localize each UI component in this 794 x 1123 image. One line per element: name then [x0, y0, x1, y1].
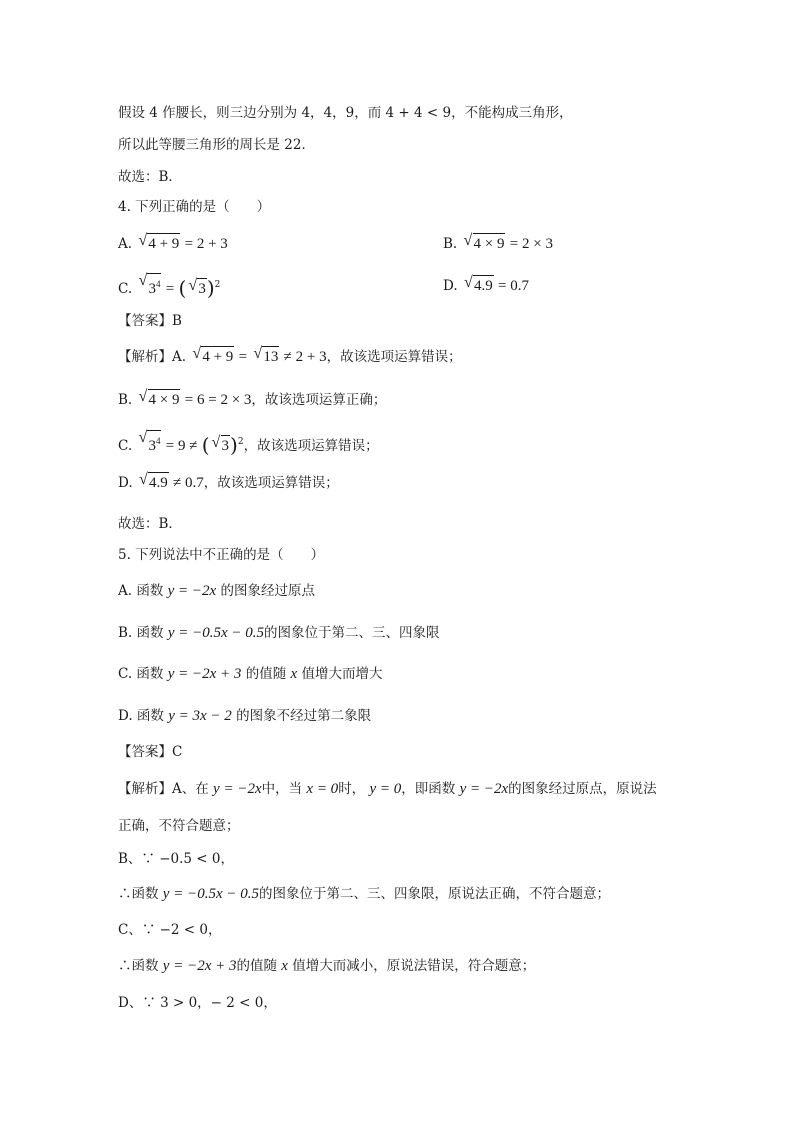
sqrt-symbol: √ 4 + 9 — [192, 345, 234, 365]
sqrt-symbol: √ 3 — [211, 434, 230, 454]
text-line-2: 所以此等腰三角形的周长是 22． — [118, 137, 315, 153]
choose-4: 故选：B． — [118, 516, 182, 532]
explanation-4-d: D. √ 4.9 ≠ 0.7，故该选项运算错误； — [118, 471, 339, 491]
text-line-1: 假设 4 作腰长，则三边分别为 4，4，9，而 4 + 4 < 9，不能构成三角形， — [118, 105, 573, 121]
explanation-5-line-3: B、∵ −0.5 < 0， — [118, 851, 234, 867]
q5-option-a: A. 函数 y = −2x 的图象经过原点 — [118, 583, 315, 599]
sqrt-symbol: √ 4.9 — [463, 274, 493, 294]
q5-option-d: D. 函数 y = 3x − 2 的图象不经过第二象限 — [118, 708, 372, 724]
q4-option-d: D. √ 4.9 = 0.7 — [443, 274, 529, 294]
sqrt-symbol: √ 4 × 9 — [138, 388, 180, 408]
answer-5: 【答案】C — [118, 744, 183, 760]
explanation-5-line-2: 正确，不符合题意； — [118, 818, 240, 834]
sqrt-symbol: √ 3 — [188, 277, 206, 297]
explanation-5-line-4: ∴函数 y = −0.5x − 0.5的图象位于第二、三、四象限，原说法正确，不符合题意； — [118, 886, 610, 902]
explanation-5-line-1: 【解析】A、在 y = −2x中，当 x = 0时， y = 0，即函数 y = −2x的图象经过原点，原说法 — [118, 781, 657, 797]
explanation-5-line-7: D、∵ 3 > 0，− 2 < 0， — [118, 995, 277, 1011]
q5-option-c: C. 函数 y = −2x + 3 的值随 x 值增大而增大 — [118, 666, 383, 682]
explanation-4-a: 【解析】A. √ 4 + 9 = √ 13 ≠ 2 + 3，故该选项运算错误； — [118, 345, 462, 365]
answer-4: 【答案】B — [118, 313, 182, 329]
q4-option-c: C. √ $3^4$ = ( √ 3)$^2$ — [118, 272, 221, 300]
sqrt-symbol: √ 4.9 — [138, 471, 168, 491]
q4-option-a: A. √ 4 + 9 = 2 + 3 — [118, 232, 228, 252]
sqrt-symbol: √ 4 + 9 — [138, 232, 180, 252]
question-4: 4. 下列正确的是（ ） — [118, 199, 271, 215]
explanation-4-b: B. √ 4 × 9 = 6 = 2 × 3，故该选项运算正确； — [118, 388, 387, 408]
explanation-5-line-6: ∴函数 y = −2x + 3的值随 x 值增大而减小，原说法错误，符合题意； — [118, 958, 536, 974]
sqrt-symbol: √ 13 — [253, 345, 279, 365]
sqrt-symbol: √ 4 × 9 — [463, 232, 505, 252]
explanation-4-c: C. √ $3^4 = 9$ ≠ ( √ 3)$^2$，故该选项运算错误； — [118, 429, 379, 457]
sqrt-symbol: √ $3^4$ — [138, 429, 161, 454]
question-5: 5. 下列说法中不正确的是（ ） — [118, 547, 325, 563]
q4-option-b: B. √ 4 × 9 = 2 × 3 — [443, 232, 553, 252]
explanation-5-line-5: C、∵ −2 < 0， — [118, 922, 222, 938]
text-line-3: 故选：B． — [118, 169, 182, 185]
sqrt-symbol: √ $3^4$ — [138, 272, 161, 297]
q5-option-b: B. 函数 y = −0.5x − 0.5的图象位于第二、三、四象限 — [118, 625, 440, 641]
